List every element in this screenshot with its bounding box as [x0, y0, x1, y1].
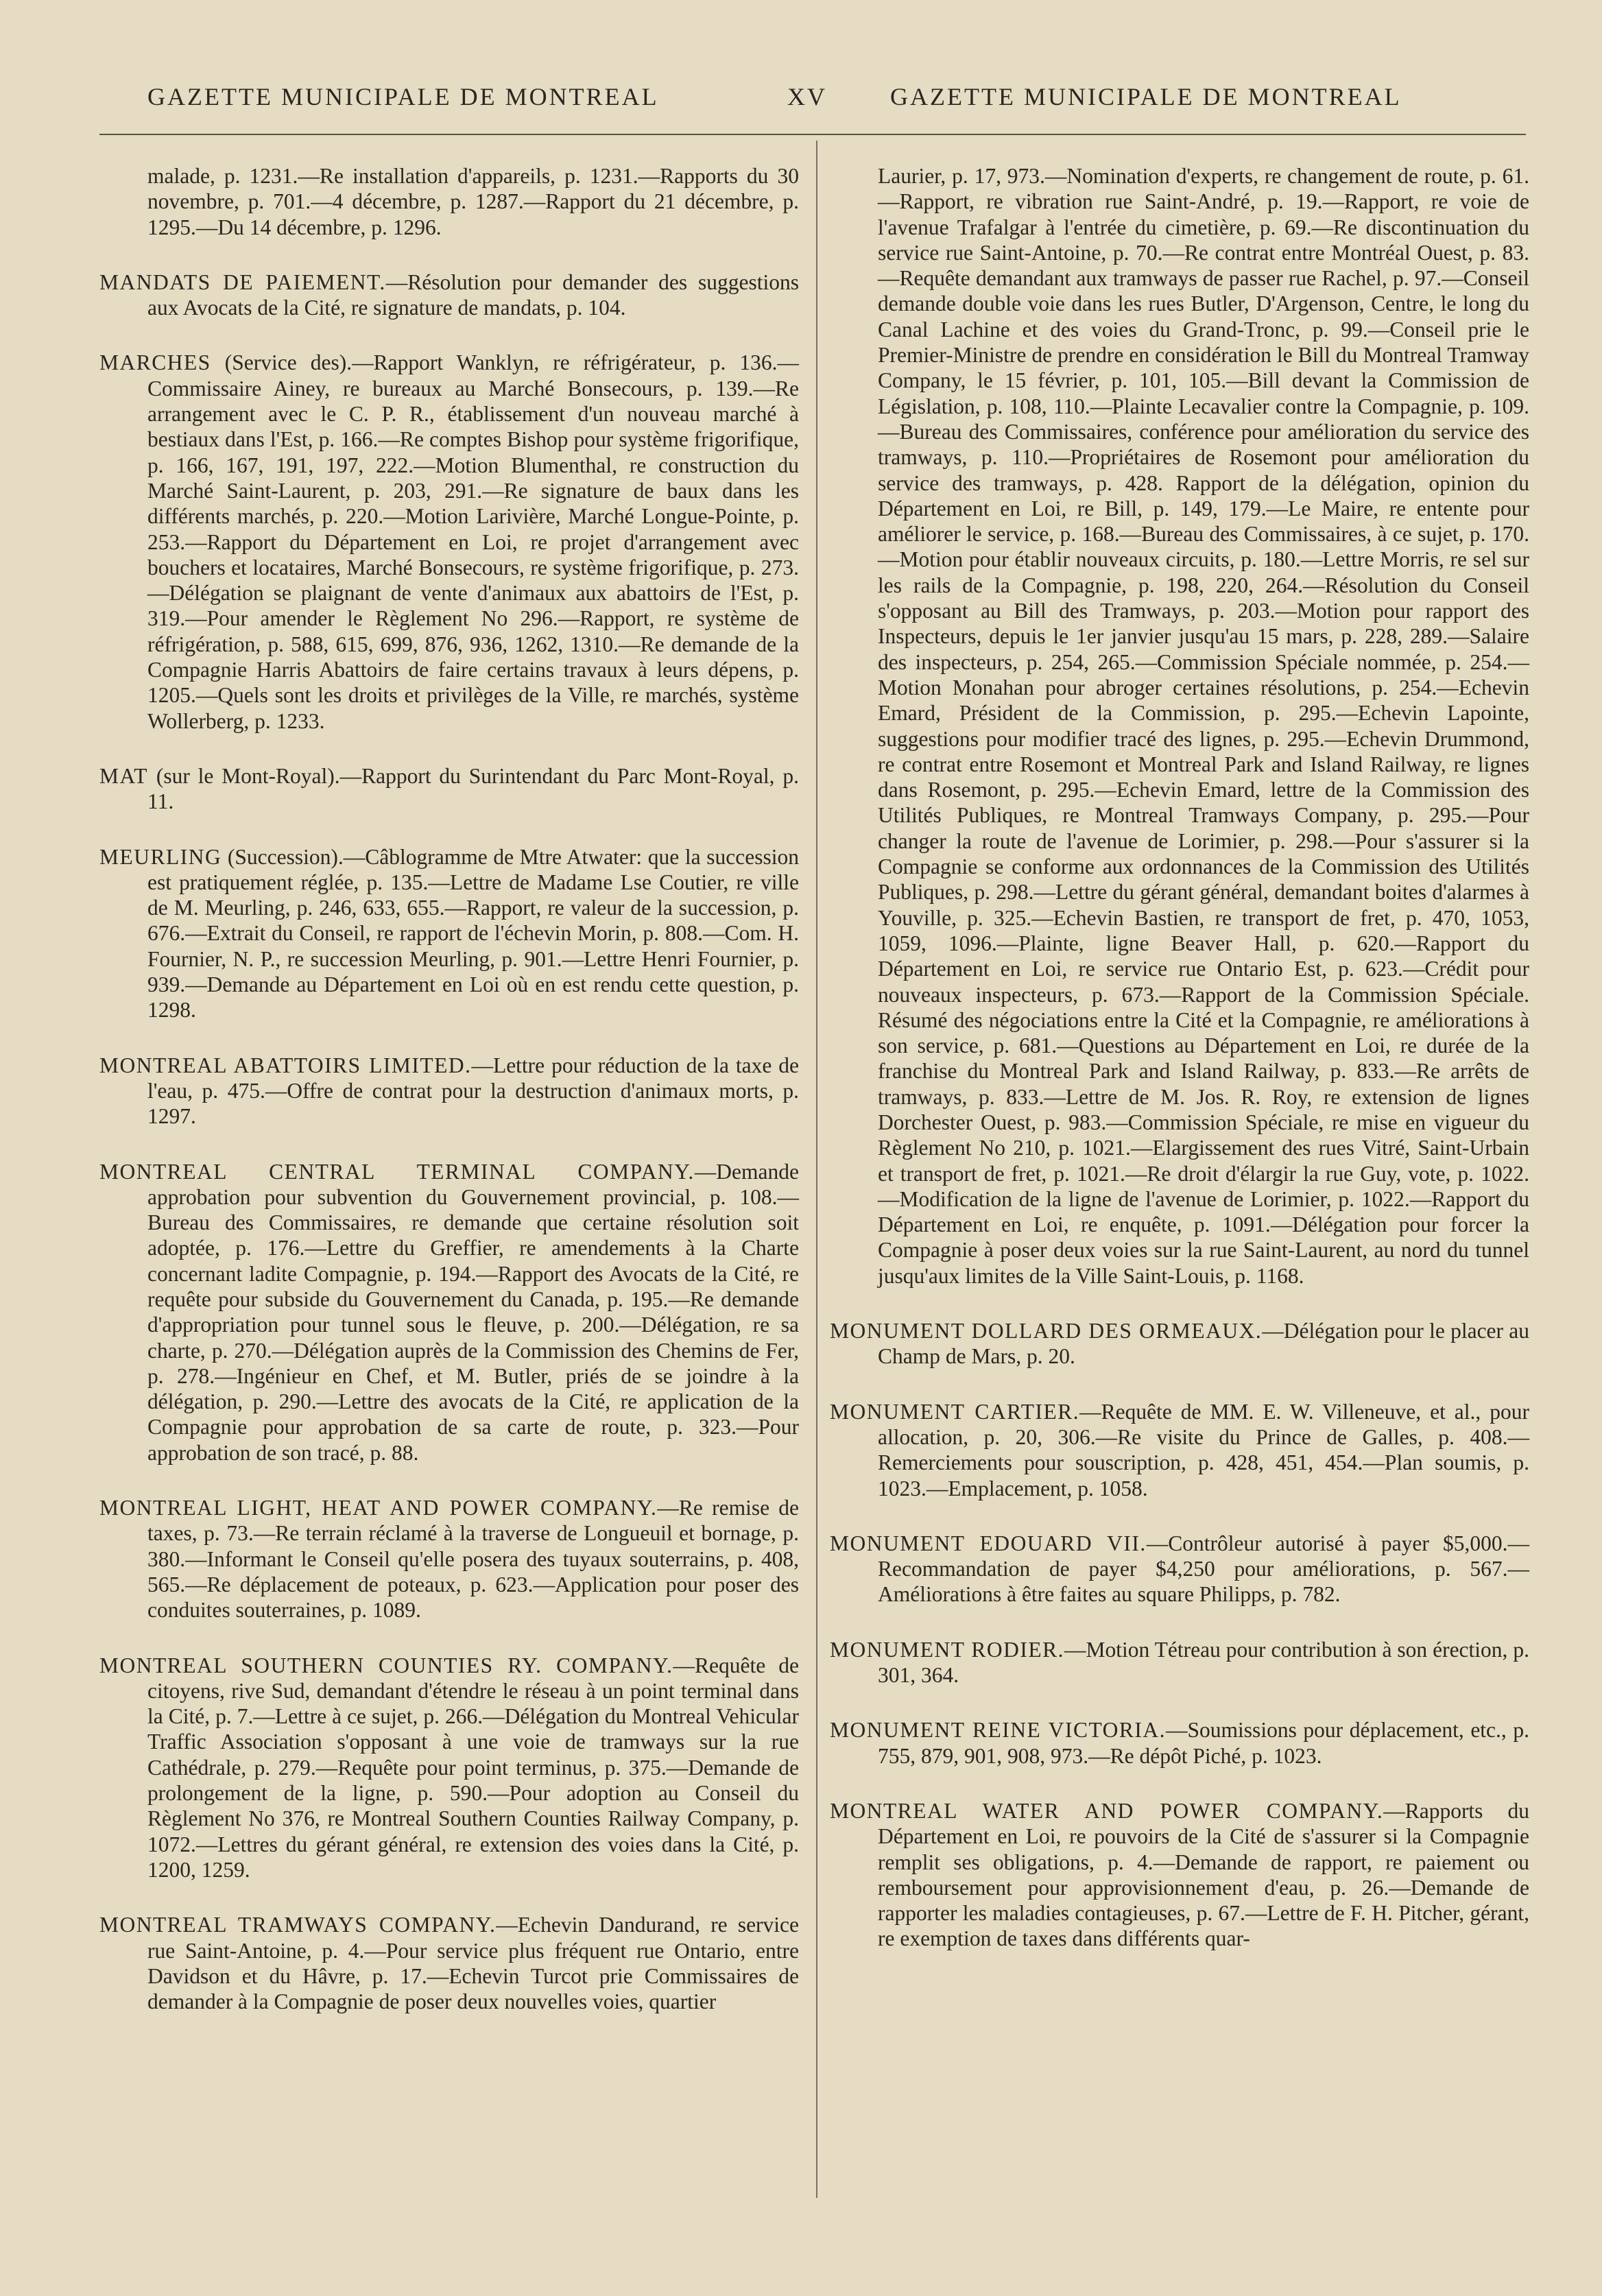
- page-header: [0, 82, 1602, 123]
- entry-text: —Résolution pour demander des suggestions aux Avocats de la Cité, re signature de mandats, p. 104.: [147, 270, 799, 320]
- entry-text: —Contrôleur autorisé à payer $5,000.—Recommandation de payer $4,250 pour améliorations, p. 567.—Améliorations à être faites au square Philipps, p. 782.: [878, 1531, 1530, 1607]
- continued-entry: malade, p. 1231.—Re installation d'appareils, p. 1231.—Rapports du 30 novembre, p. 701.—4 décembre, p. 1287.—Rapport du 21 décembre, p. 1295.—Du 14 décembre, p. 1296.: [147, 164, 799, 239]
- entry-heading: MONTREAL LIGHT, HEAT AND POWER COMPANY.: [99, 1496, 658, 1520]
- entry-heading: MONTREAL TRAMWAYS COMPANY.: [99, 1913, 497, 1937]
- index-entry-meurling: [99, 844, 799, 1023]
- entry-heading: MANDATS DE PAIEMENT.: [99, 270, 386, 294]
- entry-text: —Motion Tétreau pour contribution à son érection, p. 301, 364.: [878, 1637, 1529, 1688]
- entry-text: —Re remise de taxes, p. 73.—Re terrain réclamé à la traverse de Longueuil et bornage, p. 380.—Informant le Conseil qu'elle posera des tuyaux souterrains, p. 408, 565.—Re déplacement de poteaux, p. 623.—Application pour poser des conduites souterraines, p. 1089.: [147, 1496, 799, 1623]
- index-entry-water-power: [830, 1798, 1529, 1952]
- entry-heading: MARCHES: [99, 350, 211, 375]
- continued-entry: Laurier, p. 17, 973.—Nomination d'experts, re changement de route, p. 61.—Rapport, re vibration rue Saint-André, p. 19.—Rapport, re voie de l'avenue Trafalgar à l'entrée du cimetière, p. 69.—Re discontinuation du service rue Saint-Antoine, p. 70.—Re contrat entre Montréal Ouest, p. 83.—Requête demandant aux tramways de passer rue Rachel, p. 97.—Conseil demande double voie dans les rues Butler, D'Argenson, Centre, le long du Canal Lachine et des voies du Grand-Tronc, p. 99.—Conseil prie le Premier-Ministre de prendre en considération le Bill du Montreal Tramway Company, le 15 février, p. 101, 105.—Bill devant la Commission de Législation, p. 108, 110.—Plainte Lecavalier contre la Compagnie, p. 109.—Bureau des Commissaires, conférence pour amélioration du service des tramways, p. 110.—Propriétaires de Rosemont pour amélioration du service des tramways, p. 428. Rapport de la délégation, opinion du Département en Loi, re Bill, p. 149, 179.—Le Maire, re entente pour améliorer le service, p. 168.—Bureau des Commissaires, à ce sujet, p. 170.—Motion pour établir nouveaux circuits, p. 180.—Lettre Morris, re sel sur les rails de la Compagnie, p. 198, 220, 264.—Résolution du Conseil s'opposant au Bill des Tramways, p. 203.—Motion pour rapport des Inspecteurs, depuis le 1er janvier jusqu'au 15 mars, p. 228, 289.—Salaire des inspecteurs, p. 254, 265.—Commission Spéciale nommée, p. 254.—Motion Monahan pour abroger certaines résolutions, p. 254.—Echevin Emard, Président de la Commission, p. 295.—Echevin Lapointe, suggestions pour modifier tracé des lignes, p. 295.—Echevin Drummond, re contrat entre Rosemont et Montreal Park and Island Railway, re lignes dans Rosemont, p. 295.—Echevin Emard, lettre de la Commission des Utilités Publiques, re Montreal Tramways Company, p. 295.—Pour changer la route de l'avenue de Lorimier, p. 298.—Pour s'assurer si la Compagnie se conforme aux ordonnances de la Commission des Utilités Publiques, p. 298.—Lettre du gérant général, demandant boites d'alarmes à Youville, p. 325.—Echevin Bastien, re transport de fret, p. 470, 1053, 1059, 1096.—Plainte, ligne Beaver Hall, p. 620.—Rapport du Département en Loi, re service rue Ontario Est, p. 623.—Crédit pour nouveaux inspecteurs, p. 673.—Rapport de la Commission Spéciale. Résumé des négociations entre la Cité et la Compagnie, re améliorations à son service, p. 681.—Questions au Département en Loi, re durée de la franchise du Montreal Park and Island Railway, p. 833.—Re arrêts de tramways, p. 833.—Lettre de M. Jos. R. Roy, re extension de lignes Dorchester Ouest, p. 983.—Commission Spéciale, re mise en vigueur du Règlement No 210, p. 1021.—Elargissement des rues Vitré, Saint-Urbain et transport de fret, p. 1021.—Re droit d'élargir la rue Guy, vote, p. 1022.—Modification de la ligne de l'avenue de Lorimier, p. 1022.—Rapport du Département en Loi, re enquête, p. 1091.—Délégation pour forcer la Compagnie à poser deux voies sur la rue Saint-Laurent, au nord du tunnel jusqu'aux limites de la Ville Saint-Louis, p. 1168.: [878, 164, 1529, 1288]
- entry-heading: MONUMENT RODIER.: [830, 1637, 1065, 1662]
- index-entry-montreal-abattoirs: [99, 1053, 799, 1129]
- index-entry-mandats: [99, 270, 799, 321]
- header-rule: [99, 134, 1526, 135]
- entry-text: —Soumissions pour déplacement, etc., p. 755, 879, 901, 908, 973.—Re dépôt Piché, p. 1023.: [878, 1718, 1529, 1768]
- running-title-left: GAZETTE MUNICIPALE DE MONTREAL: [147, 83, 659, 110]
- entry-heading: MAT: [99, 763, 149, 788]
- entry-text: (sur le Mont-Royal).—Rapport du Surintendant du Parc Mont-Royal, p. 11.: [147, 763, 799, 814]
- entry-heading: MONUMENT EDOUARD VII.: [830, 1531, 1147, 1555]
- page-number: XV: [787, 83, 827, 110]
- entry-heading: MEURLING: [99, 844, 222, 869]
- entry-text: —Rapports du Département en Loi, re pouvoirs de la Cité de s'assurer si la Compagnie remplit ses obligations, p. 4.—Demande de rapport, re paiement ou remboursement pour approvisionnement d'eau, p. 26.—Demande de rapporter les maladies contagieuses, p. 67.—Lettre de F. H. Pitcher, gérant, re exemption de taxes dans différents quar-: [878, 1798, 1530, 1951]
- running-title-right: GAZETTE MUNICIPALE DE MONTREAL: [890, 83, 1402, 110]
- index-entry-monument-cartier: [830, 1399, 1529, 1501]
- entry-text: (Succession).—Câblogramme de Mtre Atwater: que la succession est pratiquement réglée, p. 135.—Lettre de Madame Lse Coutier, re ville de M. Meurling, p. 246, 633, 655.—Rapport, re valeur de la succession, p. 676.—Extrait du Conseil, re rapport de l'échevin Morin, p. 808.—Com. H. Fournier, N. P., re succession Meurling, p. 901.—Lettre Henri Fournier, p. 939.—Demande au Département en Loi où en est rendu cette question, p. 1298.: [147, 844, 799, 1023]
- index-entry-tramways: [99, 1912, 799, 2014]
- index-entry-southern-counties: [99, 1653, 799, 1883]
- entry-heading: MONTREAL SOUTHERN COUNTIES RY. COMPANY.: [99, 1653, 673, 1677]
- entry-heading: MONUMENT CARTIER.: [830, 1399, 1080, 1424]
- entry-heading: MONTREAL WATER AND POWER COMPANY.: [830, 1798, 1384, 1823]
- index-entry-mat: [99, 763, 799, 815]
- index-entry-monument-edouard: [830, 1531, 1529, 1607]
- entry-text: —Délégation pour le placer au Champ de Mars, p. 20.: [878, 1319, 1529, 1369]
- entry-heading: MONTREAL ABATTOIRS LIMITED.: [99, 1053, 472, 1077]
- entry-text: —Lettre pour réduction de la taxe de l'eau, p. 475.—Offre de contrat pour la destruction d'animaux morts, p. 1297.: [147, 1053, 799, 1129]
- entry-text: (Service des).—Rapport Wanklyn, re réfrigérateur, p. 136.—Commissaire Ainey, re bureaux au Marché Bonsecours, p. 139.—Re arrangement avec le C. P. R., établissement d'un nouveau marché à bestiaux dans l'Est, p. 166.—Re comptes Bishop pour système frigorifique, p. 166, 167, 191, 197, 222.—Motion Blumenthal, re construction du Marché Saint-Laurent, p. 203, 291.—Re signature de baux dans les différents marchés, p. 220.—Motion Larivière, Marché Longue-Pointe, p. 253.—Rapport du Département en Loi, re projet d'arrangement avec bouchers et locataires, Marché Bonsecours, re système frigorifique, p. 273.—Délégation se plaignant de vente d'animaux aux abattoirs de l'Est, p. 319.—Pour amender le Règlement No 296.—Rapport, re système de réfrigération, p. 588, 615, 699, 876, 936, 1262, 1310.—Re demande de la Compagnie Harris Abattoirs de faire certains travaux à leurs dépens, p. 1205.—Quels sont les droits et privilèges de la Ville, re marchés, système Wollerberg, p. 1233.: [147, 350, 799, 733]
- entry-heading: MONTREAL CENTRAL TERMINAL COMPANY.: [99, 1159, 695, 1184]
- index-entry-marches: [99, 350, 799, 733]
- entry-heading: MONUMENT DOLLARD DES ORMEAUX.: [830, 1319, 1263, 1343]
- index-entry-monument-dollard: [830, 1318, 1529, 1370]
- left-column: [99, 163, 799, 2044]
- index-entry-light-heat-power: [99, 1495, 799, 1623]
- entry-heading: MONUMENT REINE VICTORIA.: [830, 1718, 1167, 1743]
- entry-text: —Echevin Dandurand, re service rue Saint-Antoine, p. 4.—Pour service plus fréquent rue Ontario, entre Davidson et du Hâvre, p. 17.—Echevin Turcot prie Commissaires de demander à la Compagnie de poser deux nouvelles voies, quartier: [147, 1913, 800, 2014]
- right-column: [830, 163, 1529, 1981]
- entry-text: —Requête de MM. E. W. Villeneuve, et al., pour allocation, p. 20, 306.—Re visite du Prince de Galles, p. 408.—Remerciements pour souscription, p. 428, 451, 454.—Plan soumis, p. 1023.—Emplacement, p. 1058.: [878, 1399, 1529, 1500]
- entry-text: —Demande approbation pour subvention du Gouvernement provincial, p. 108.—Bureau des Commissaires, re demande que certaine résolution soit adoptée, p. 176.—Lettre du Greffier, re amendements à la Charte concernant ladite Compagnie, p. 194.—Rapport des Avocats de la Cité, re requête pour subside du Gouvernement du Canada, p. 195.—Re demande d'appropriation pour tunnel sous le fleuve, p. 200.—Délégation, re sa charte, p. 270.—Délégation auprès de la Commission des Chemins de Fer, p. 278.—Ingénieur en Chef, et M. Butler, priés de se joindre à la délégation, p. 290.—Lettre des avocats de la Cité, re application de la Compagnie pour approbation de sa carte de route, p. 323.—Pour approbation de son tracé, p. 88.: [147, 1159, 799, 1465]
- entry-text: —Requête de citoyens, rive Sud, demandant d'étendre le réseau à un point terminal dans la Cité, p. 7.—Lettre à ce sujet, p. 266.—Délégation du Montreal Vehicular Traffic Association s'opposant à une voie de tramways sur la rue Cathédrale, p. 279.—Requête pour point terminus, p. 375.—Demande de prolongement de la ligne, p. 590.—Pour adoption au Conseil du Règlement No 376, re Montreal Southern Counties Railway Company, p. 1072.—Lettres du gérant général, re extension des voies dans la Cité, p. 1200, 1259.: [147, 1653, 800, 1882]
- index-entry-central-terminal: [99, 1159, 799, 1466]
- index-entry-monument-victoria: [830, 1717, 1529, 1769]
- column-divider: [816, 141, 817, 2198]
- index-entry-monument-rodier: [830, 1637, 1529, 1688]
